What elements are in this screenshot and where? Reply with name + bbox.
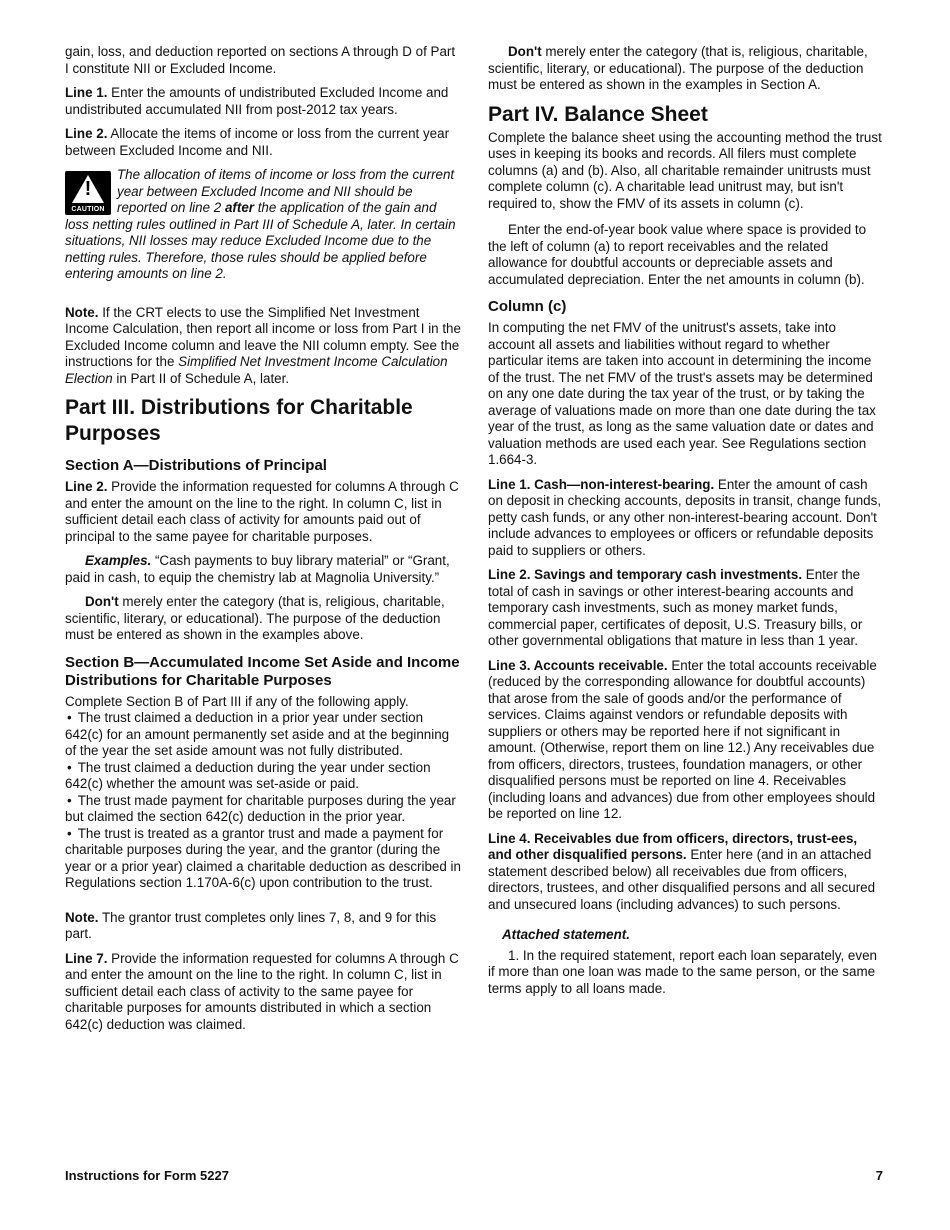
lead: Line 7. <box>65 950 108 966</box>
part4-heading: Part IV. Balance Sheet <box>488 102 708 126</box>
text: Enter the total of cash in savings or other interest-bearing accounts and temporary cash investments, such as money market funds, commercial paper, certificates of deposit, U.S. Treasury bills, or other governmental obligations that mature in less than 1 year. <box>488 567 863 648</box>
caution-icon: ! CAUTION <box>65 171 111 215</box>
bullet-item: • The trust is treated as a grantor trust and made a payment for charitable purposes during the year, and the grantor (during the year or a prior year) claimed a charitable deduction as described in Regulations section 1.170A-6(c) upon contribution to the trust. <box>65 826 461 892</box>
lead: Note. <box>65 304 99 320</box>
line2-paragraph <box>488 567 884 650</box>
line4-paragraph <box>488 831 884 914</box>
italic-ref: Simplified Net Investment Income Calculation Election <box>65 354 448 386</box>
bullet-item: • The trust claimed a deduction during the year under section 642(c) whether the amount was set-aside or paid. <box>65 760 461 793</box>
list-item: 1. In the required statement, report each loan separately, even if more than one loan was made to the same person, or the same terms apply to all loans made. <box>488 947 877 996</box>
right-column <box>488 44 884 1005</box>
text: in Part II of Schedule A, later. <box>112 370 290 386</box>
bullet-item: • The trust made payment for charitable purposes during the year but claimed the section 642(c) deduction in the prior year. <box>65 793 461 826</box>
lead: Line 2. Savings and temporary cash investments. <box>488 567 803 582</box>
section-b-heading: Section B—Accumulated Income Set Aside and Income Distributions for Charitable Purposes <box>65 653 460 689</box>
line7-paragraph <box>65 951 461 1034</box>
caution-text: The allocation of items of income or loss from the current year between Excluded Income and NII should be reported on line 2 <box>117 167 455 215</box>
line2-paragraph <box>65 479 461 545</box>
text: Provide the information requested for columns A through C and enter the amount on the line to the right. In column C, list in sufficient detail each class of activity to the same payee for charitable purposes for amounts distributed in which a section 642(c) deduction was claimed. <box>65 950 459 1032</box>
lead: Line 2. <box>65 126 108 141</box>
note-paragraph <box>65 910 461 943</box>
left-column <box>65 44 461 1041</box>
note-paragraph <box>65 305 461 388</box>
text: merely enter the category (that is, religious, charitable, scientific, literary, or educational). The purpose of the deduction must be entered as shown in the examples in Section A. <box>488 44 868 92</box>
column-c-heading: Column (c) <box>488 298 567 315</box>
text: Provide the information requested for columns A through C and enter the amount on the line to the right. In column C, list in sufficient detail each class of activity for amounts paid out of principal to the same payee for charitable purposes. <box>65 479 459 544</box>
paragraph: Complete the balance sheet using the accounting method the trust uses in keeping its books and records. All filers must complete columns (a) and (b). Also, all charitable remainder unitrusts must complete column (c). A charitable lead unitrust may, but isn't required to, show the FMV of its assets in column (c). <box>488 129 882 211</box>
text: The grantor trust completes only lines 7, 8, and 9 for this part. <box>65 909 437 941</box>
lead: Line 2. <box>65 479 108 494</box>
paragraph: gain, loss, and deduction reported on sections A through D of Part I constitute NII or Excluded Income. <box>65 44 456 76</box>
line2-paragraph <box>65 126 461 159</box>
dont-paragraph <box>488 44 884 94</box>
lead: Line 1. <box>65 85 108 100</box>
text: “Cash payments to buy library material” or “Grant, paid in cash, to equip the chemistry lab at Magnolia University.” <box>65 553 450 585</box>
part3-heading: Part III. Distributions for Charitable Purposes <box>65 396 413 445</box>
lead: Line 1. Cash—non-interest-bearing. <box>488 476 715 492</box>
examples-paragraph <box>65 553 461 586</box>
section-a-heading: Section A—Distributions of Principal <box>65 457 327 474</box>
footer-title: Instructions for Form 5227 <box>65 1168 229 1183</box>
bullet-item: • The trust claimed a deduction in a prior year under section 642(c) for an amount permanently set aside and at the beginning of the year the set aside amount was not fully distributed. <box>65 710 461 760</box>
lead: Line 4. Receivables due from officers, directors, trust-ees, and other disqualified persons. <box>488 830 858 862</box>
line1-paragraph <box>488 477 884 560</box>
lead: Note. <box>65 909 99 925</box>
paragraph: Enter the end-of-year book value where space is provided to the left of column (a) to report receivables and the related allowance for doubtful accounts or depreciable assets and accumulated depreciation. Enter the net amounts in column (b). <box>488 222 867 287</box>
page-footer <box>65 1168 883 1185</box>
lead: Line 3. Accounts receivable. <box>488 657 668 673</box>
lead: Don't <box>85 594 119 609</box>
lead: Examples. <box>85 553 152 568</box>
caution-note <box>65 167 461 283</box>
dont-paragraph <box>65 594 461 644</box>
text: Enter the total accounts receivable (reduced by the corresponding allowance for doubtful accounts) that arose from the sale of goods and/or the performance of services. Claims against vendors or refundable deposits with suppliers or others may be reported here if not significant in amount. (Otherwise, report them on line 12.) Any receivables due from officers, directors, trustees, foundation managers, or other disqualified persons must be reported on line 4. Receivables (including loans and advances) due from other employees should be reported on line 12. <box>488 657 877 821</box>
line3-paragraph <box>488 658 884 823</box>
text: Enter the amount of cash on deposit in checking accounts, deposits in transit, change funds, petty cash funds, or any other non-interest-bearing account. Don't include advances to employees or officers or refundable deposits paid to suppliers or others. <box>488 476 882 558</box>
caution-text: the application of the gain and loss netting rules outlined in Part III of Schedule A, later. In certain situations, NII losses may reduce Excluded Income due to the netting rules. Therefore, those rules should be applied before entering amounts on line 2. <box>65 200 456 281</box>
text: Enter the amounts of undistributed Excluded Income and undistributed accumulated NII from post-2012 tax years. <box>65 85 449 117</box>
page-number: 7 <box>875 1168 883 1183</box>
paragraph: Complete Section B of Part III if any of the following apply. <box>65 693 409 709</box>
text: Enter here (and in an attached statement described below) all receivables due from officers, directors, trustees, and other disqualified persons and all secured and unsecured loans (including advances) to such persons. <box>488 847 876 912</box>
text: Allocate the items of income or loss from the current year between Excluded Income and NII. <box>65 126 450 158</box>
caution-bold: after <box>224 200 254 215</box>
paragraph: In computing the net FMV of the unitrust's assets, take into account all assets and liabilities without regard to whether particular items are taken into account in determining the income of the trust. The net FMV of the trust's assets may be determined on any one date during the tax year of the trust, or by taking the average of valuations made on more than one date during the tax year of the trust, as long as the same valuation date or dates and valuation methods are used each year. See Regulations section 1.664-3. <box>488 320 876 467</box>
text: merely enter the category (that is, religious, charitable, scientific, literary, or educational). The purpose of the deduction must be entered as shown in the examples above. <box>65 594 445 642</box>
text: If the CRT elects to use the Simplified Net Investment Income Calculation, then report all income or loss from Part I in the Excluded Income column and leave the NII column empty. See the instructions for the <box>65 304 461 369</box>
line1-paragraph <box>65 85 461 118</box>
attached-statement-heading: Attached statement. <box>502 927 630 942</box>
lead: Don't <box>508 44 542 59</box>
